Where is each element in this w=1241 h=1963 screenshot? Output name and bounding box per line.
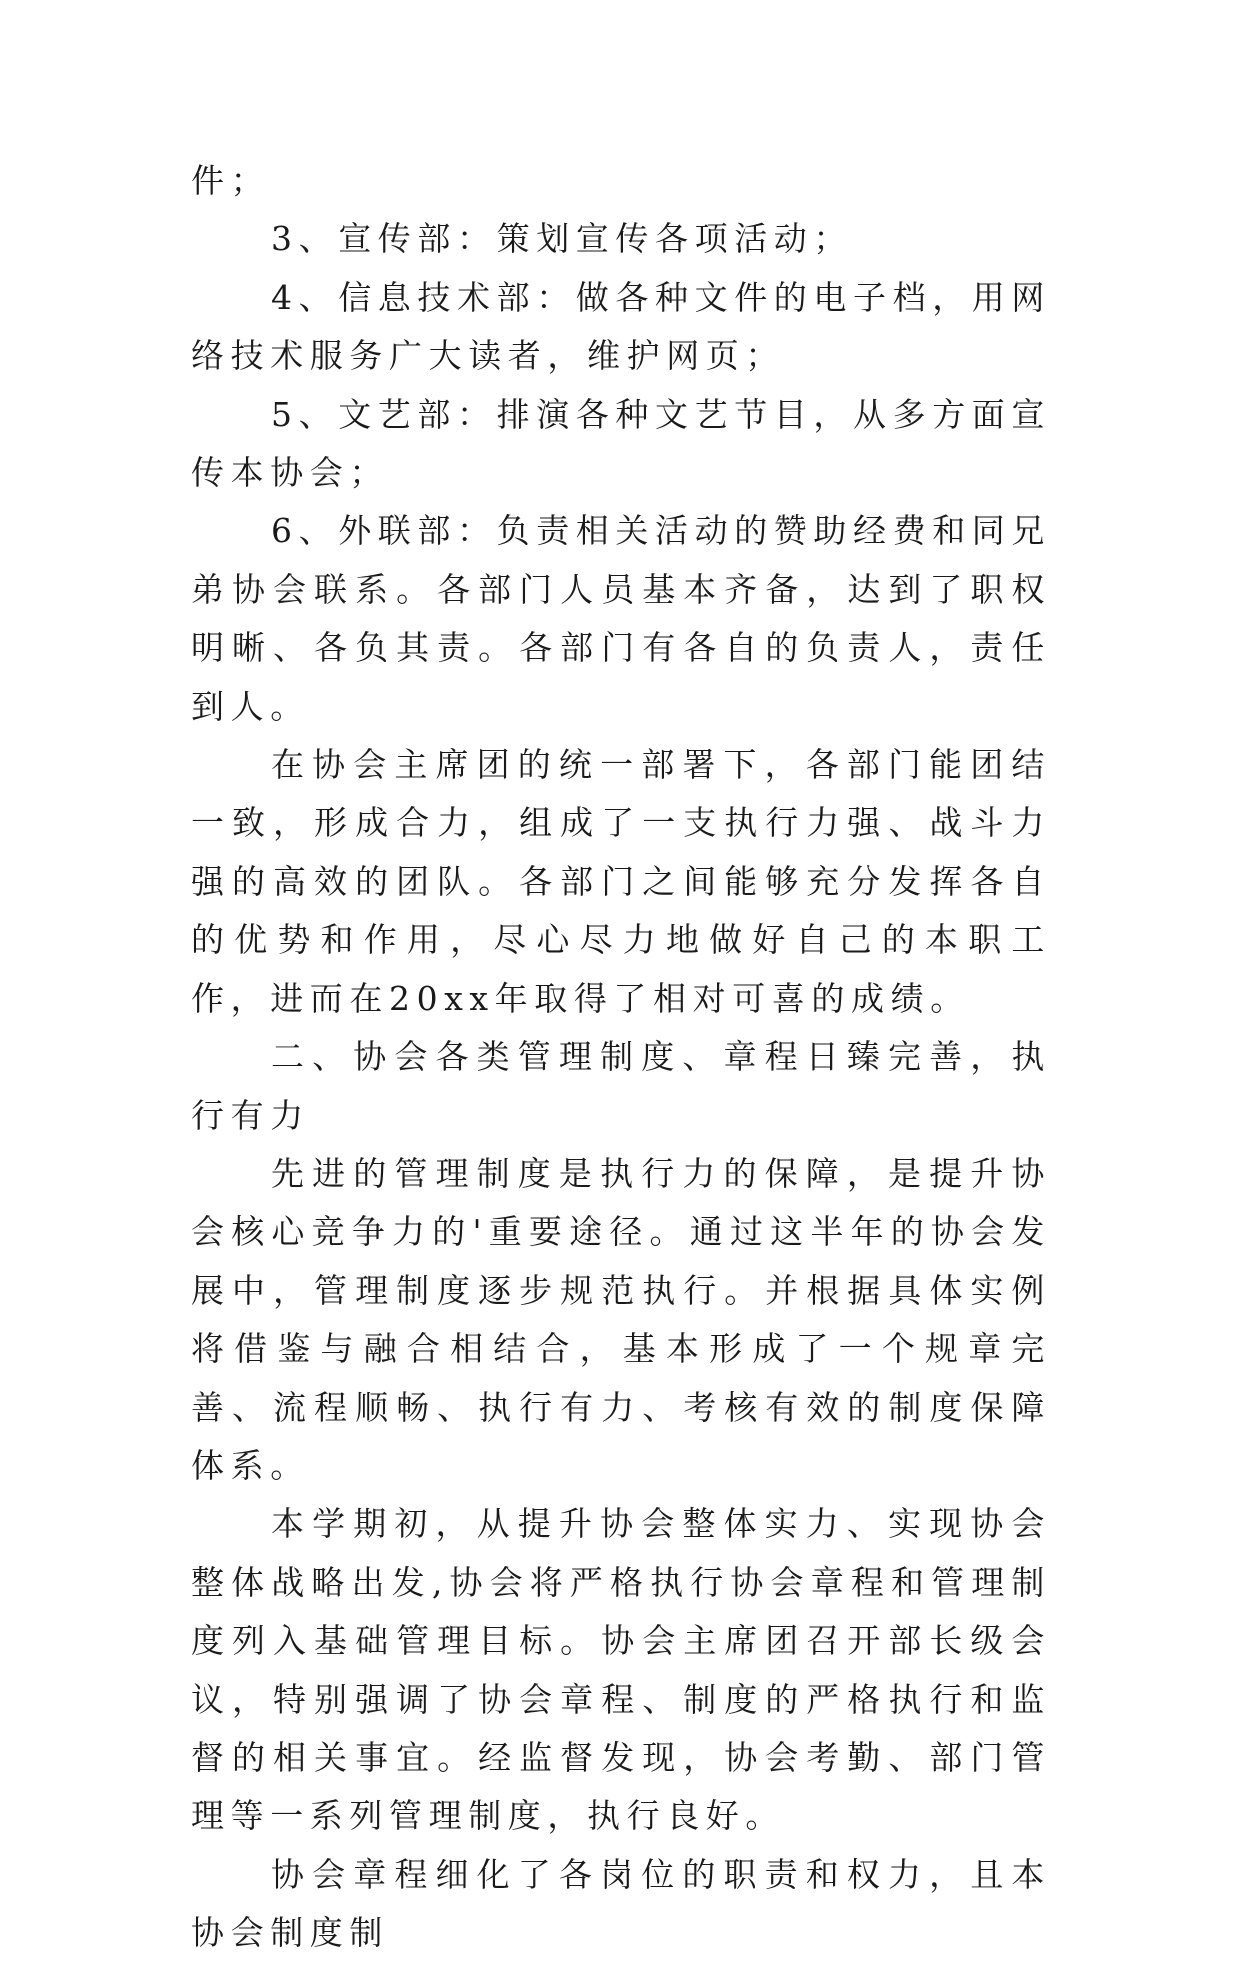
paragraph-10: 协会章程细化了各岗位的职责和权力，且本协会制度制	[191, 1854, 1051, 1953]
paragraph-5: 6、外联部：负责相关活动的赞助经费和同兄弟协会联系。各部门人员基本齐备，达到了职权明晰、各负其责。各部门有各自的负责人，责任到人。	[191, 511, 1051, 726]
paragraph-6: 在协会主席团的统一部署下，各部门能团结一致，形成合力，组成了一支执行力强、战斗力强的高效的团队。各部门之间能够充分发挥各自的优势和作用，尽心尽力地做好自己的本职工作，进而在20xx年取得了相对可喜的成绩。	[191, 745, 1051, 1018]
paragraph-3: 4、信息技术部：做各种文件的电子档，用网络技术服务广大读者，维护网页；	[191, 277, 1051, 376]
paragraph-4: 5、文艺部：排演各种文艺节目，从多方面宣传本协会；	[191, 394, 1051, 493]
section-heading: 二、协会各类管理制度、章程日臻完善，执行有力	[191, 1037, 1051, 1135]
paragraph-9: 本学期初，从提升协会整体实力、实现协会整体战略出发,协会将严格执行协会章程和管理制度列入基础管理目标。协会主席团召开部长级会议，特别强调了协会章程、制度的严格执行和监督的相关事宜。经监督发现，协会考勤、部门管理等一系列管理制度，执行良好。	[191, 1504, 1051, 1836]
paragraph-2: 3、宣传部：策划宣传各项活动；	[271, 219, 853, 259]
paragraph-8: 先进的管理制度是执行力的保障，是提升协会核心竞争力的'重要途径。通过这半年的协会发展中，管理制度逐步规范执行。并根据具体实例将借鉴与融合相结合，基本形成了一个规章完善、流程顺畅、执行有力、考核有效的制度保障体系。	[191, 1153, 1051, 1485]
document-body	[191, 152, 1051, 1963]
paragraph-1: 件；	[191, 161, 271, 200]
